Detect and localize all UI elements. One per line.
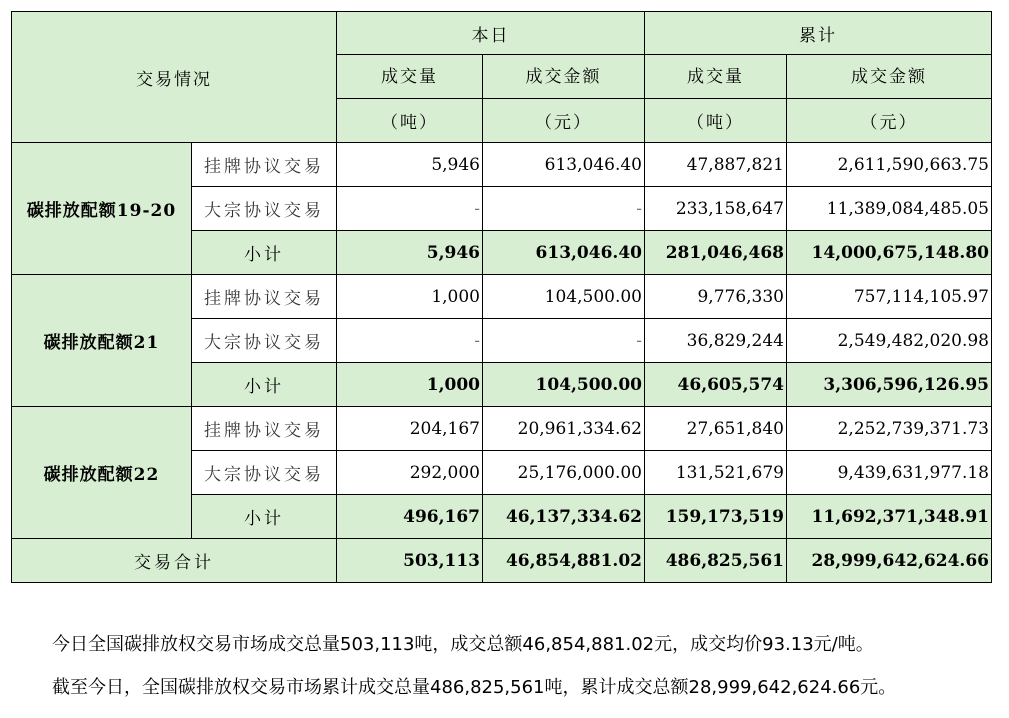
cum-volume: 47,887,821 xyxy=(645,143,787,187)
trade-type: 大宗协议交易 xyxy=(192,187,337,231)
header-today-amount: 成交金额 xyxy=(483,55,645,99)
total-row xyxy=(12,539,992,583)
trade-type: 挂牌协议交易 xyxy=(192,275,337,319)
trade-type: 挂牌协议交易 xyxy=(192,407,337,451)
cum-volume: 233,158,647 xyxy=(645,187,787,231)
today-volume: - xyxy=(337,187,483,231)
cum-amount: 757,114,105.97 xyxy=(787,275,992,319)
trade-type: 大宗协议交易 xyxy=(192,319,337,363)
trade-type: 挂牌协议交易 xyxy=(192,143,337,187)
subtotal-label: 小计 xyxy=(192,231,337,275)
cum-volume: 159,173,519 xyxy=(645,495,787,539)
cum-volume: 281,046,468 xyxy=(645,231,787,275)
summary-cumulative: 截至今日，全国碳排放权交易市场累计成交总量486,825,561吨，累计成交总额28,999,642,624.66元。 xyxy=(52,677,897,698)
group-name: 碳排放配额22 xyxy=(12,407,192,539)
header-cum-volume-unit: （吨） xyxy=(645,99,787,143)
today-amount: 613,046.40 xyxy=(483,143,645,187)
cum-amount: 3,306,596,126.95 xyxy=(787,363,992,407)
today-volume: - xyxy=(337,319,483,363)
today-volume: 1,000 xyxy=(337,275,483,319)
today-volume: 292,000 xyxy=(337,451,483,495)
today-amount: 20,961,334.62 xyxy=(483,407,645,451)
today-amount: 104,500.00 xyxy=(483,275,645,319)
today-volume: 204,167 xyxy=(337,407,483,451)
header-cum-amount: 成交金额 xyxy=(787,55,992,99)
table-row xyxy=(12,143,992,187)
subtotal-label: 小计 xyxy=(192,495,337,539)
today-amount: - xyxy=(483,319,645,363)
cum-volume: 131,521,679 xyxy=(645,451,787,495)
header-cum-volume: 成交量 xyxy=(645,55,787,99)
today-volume: 5,946 xyxy=(337,231,483,275)
trading-table xyxy=(11,11,992,583)
cum-amount: 11,389,084,485.05 xyxy=(787,187,992,231)
header-cum-amount-unit: （元） xyxy=(787,99,992,143)
header-trade-situation: 交易情况 xyxy=(12,12,337,143)
header-today-amount-unit: （元） xyxy=(483,99,645,143)
total-today-amount: 46,854,881.02 xyxy=(483,539,645,583)
cum-volume: 46,605,574 xyxy=(645,363,787,407)
today-amount: 25,176,000.00 xyxy=(483,451,645,495)
cum-amount: 2,252,739,371.73 xyxy=(787,407,992,451)
header-today: 本日 xyxy=(337,12,645,55)
cum-amount: 2,611,590,663.75 xyxy=(787,143,992,187)
cum-amount: 14,000,675,148.80 xyxy=(787,231,992,275)
header-today-volume: 成交量 xyxy=(337,55,483,99)
summary-today: 今日全国碳排放权交易市场成交总量503,113吨，成交总额46,854,881.02元，成交均价93.13元/吨。 xyxy=(52,634,874,655)
table-row xyxy=(12,275,992,319)
trade-type: 大宗协议交易 xyxy=(192,451,337,495)
cum-amount: 11,692,371,348.91 xyxy=(787,495,992,539)
cum-volume: 36,829,244 xyxy=(645,319,787,363)
group-name: 碳排放配额21 xyxy=(12,275,192,407)
total-label: 交易合计 xyxy=(12,539,337,583)
today-amount: 104,500.00 xyxy=(483,363,645,407)
subtotal-label: 小计 xyxy=(192,363,337,407)
today-amount: 46,137,334.62 xyxy=(483,495,645,539)
today-volume: 5,946 xyxy=(337,143,483,187)
today-amount: 613,046.40 xyxy=(483,231,645,275)
today-volume: 1,000 xyxy=(337,363,483,407)
today-volume: 496,167 xyxy=(337,495,483,539)
total-cum-volume: 486,825,561 xyxy=(645,539,787,583)
header-today-volume-unit: （吨） xyxy=(337,99,483,143)
today-amount: - xyxy=(483,187,645,231)
total-today-volume: 503,113 xyxy=(337,539,483,583)
cum-volume: 9,776,330 xyxy=(645,275,787,319)
total-cum-amount: 28,999,642,624.66 xyxy=(787,539,992,583)
group-name: 碳排放配额19-20 xyxy=(12,143,192,275)
table-row xyxy=(12,407,992,451)
cum-amount: 9,439,631,977.18 xyxy=(787,451,992,495)
cum-volume: 27,651,840 xyxy=(645,407,787,451)
cum-amount: 2,549,482,020.98 xyxy=(787,319,992,363)
header-cumulative: 累计 xyxy=(645,12,992,55)
